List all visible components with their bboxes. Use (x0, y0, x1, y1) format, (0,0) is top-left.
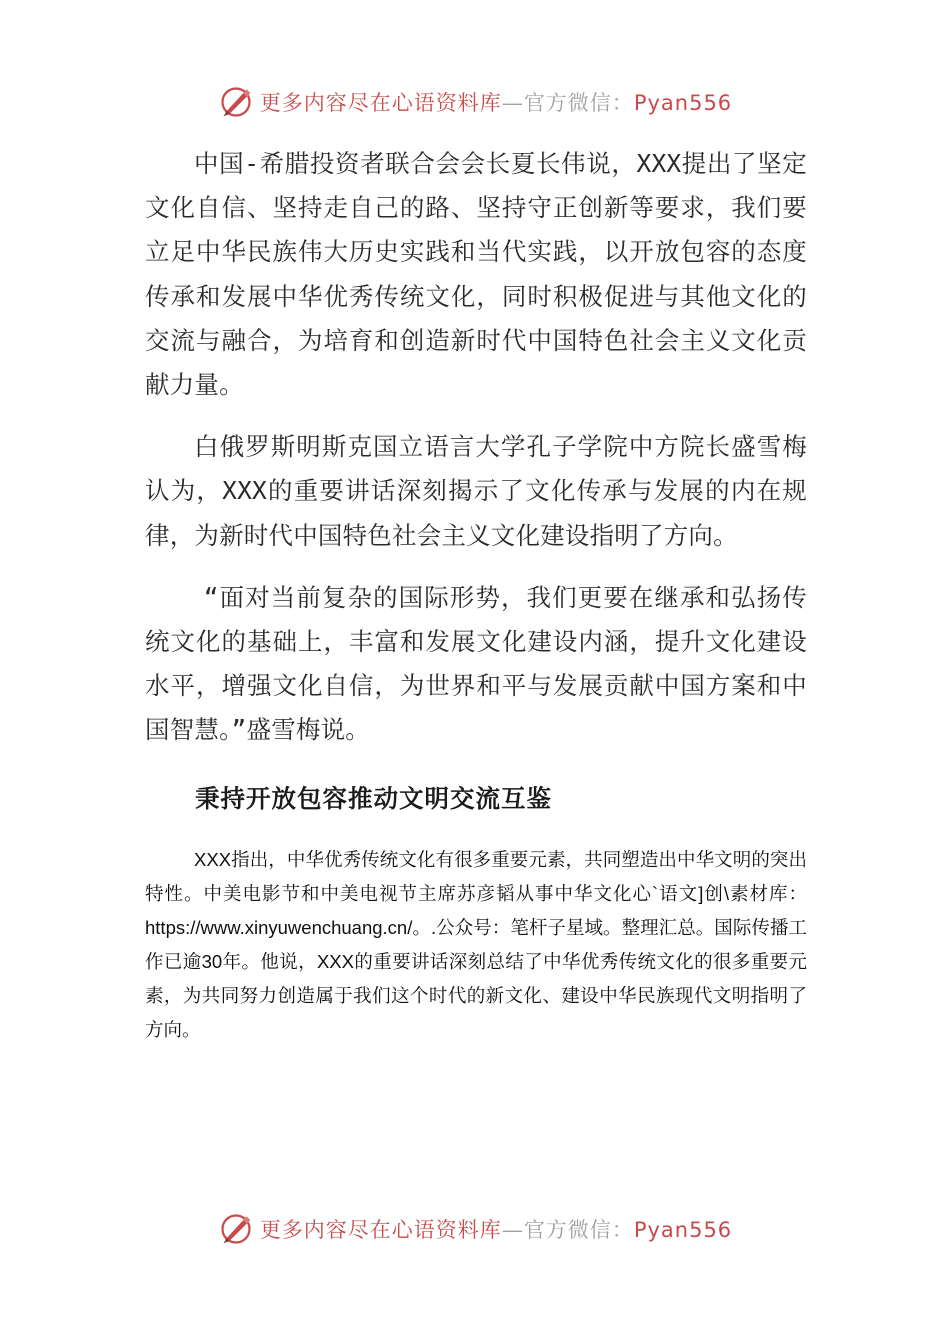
watermark-text (260, 87, 732, 117)
watermark-id: Pyan556 (633, 1218, 733, 1242)
pen-logo-icon (218, 1211, 254, 1247)
paragraph-1: 中国-希腊投资者联合会会长夏长伟说，XXX提出了坚定文化自信、坚持走自己的路、坚持守正创新等要求，我们要立足中华民族伟大历史实践和当代实践，以开放包容的态度传承和发展中华优秀传统文化，同时积极促进与其他文化的交流与融合，为培育和创造新时代中国特色社会主义文化贡献力量。 (145, 149, 807, 400)
watermark-main: 更多内容尽在心语资料库 (259, 91, 502, 115)
watermark-dash: — (501, 91, 524, 115)
watermark-sub: 官方微信： (523, 91, 634, 115)
watermark-sub: 官方微信： (523, 1218, 634, 1242)
paragraph-3: “面对当前复杂的国际形势，我们更要在继承和弘扬传统文化的基础上，丰富和发展文化建设内涵，提升文化建设水平，增强文化自信，为世界和平与发展贡献中国方案和中国智慧。”盛雪梅说。 (145, 582, 807, 745)
watermark-main: 更多内容尽在心语资料库 (259, 1218, 502, 1242)
watermark-id: Pyan556 (633, 91, 733, 115)
pen-logo-icon (218, 84, 254, 120)
section-heading: 秉持开放包容推动文明交流互鉴 (195, 783, 552, 813)
footer-watermark (0, 1209, 950, 1249)
watermark-text (260, 1214, 732, 1244)
header-watermark (0, 82, 950, 122)
watermark-dash: — (501, 1218, 524, 1242)
paragraph-2: 白俄罗斯明斯克国立语言大学孔子学院中方院长盛雪梅认为，XXX的重要讲话深刻揭示了文化传承与发展的内在规律，为新时代中国特色社会主义文化建设指明了方向。 (145, 432, 807, 550)
document-body (145, 142, 807, 1047)
paragraph-4: XXX指出，中华优秀传统文化有很多重要元素，共同塑造出中华文明的突出特性。中美电影节和中美电视节主席苏彦韬从事中华文化心`语文]创\素材库：https://www.xinyuwenchuang.cn/。.公众号：笔杆子星域。整理汇总。国际传播工作已逾30年。他说，XXX的重要讲话深刻总结了中华优秀传统文化的很多重要元素，为共同努力创造属于我们这个时代的新文化、建设中华民族现代文明指明了方向。 (145, 848, 807, 1040)
